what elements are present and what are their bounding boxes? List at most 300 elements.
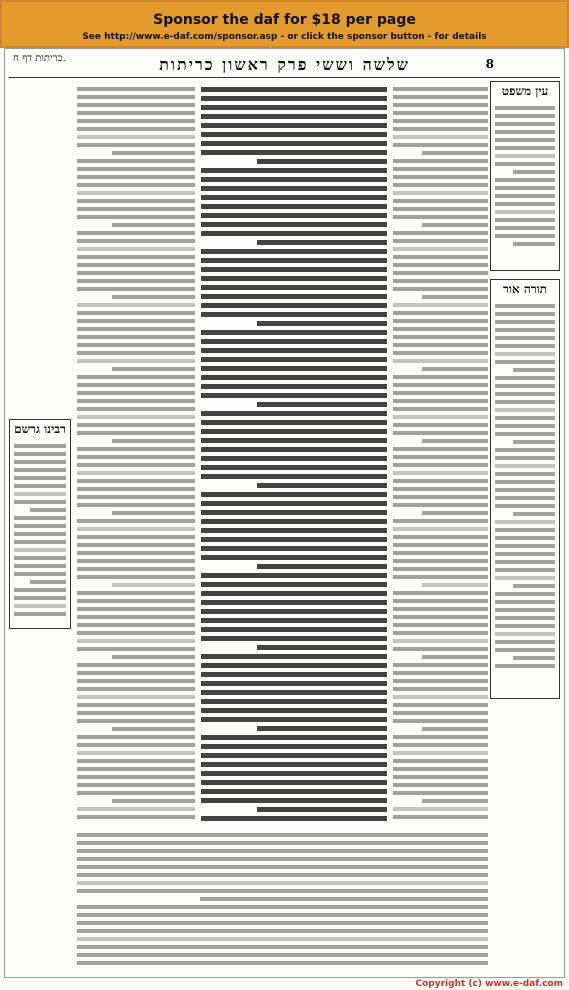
text-line bbox=[77, 575, 195, 579]
text-line bbox=[393, 327, 488, 331]
text-line bbox=[393, 663, 488, 667]
text-line bbox=[14, 532, 66, 536]
text-line bbox=[14, 524, 66, 528]
page-title: שלשה וששי פרק ראשון כריתות bbox=[159, 55, 410, 74]
text-line bbox=[393, 279, 488, 283]
text-line bbox=[14, 492, 66, 496]
text-line bbox=[14, 484, 66, 488]
text-line bbox=[495, 432, 555, 436]
text-line bbox=[393, 495, 488, 499]
text-line bbox=[393, 135, 488, 139]
text-line bbox=[77, 783, 195, 787]
text-line bbox=[257, 483, 387, 488]
text-line bbox=[14, 516, 66, 520]
text-line bbox=[393, 303, 488, 307]
text-line bbox=[77, 207, 195, 211]
text-line bbox=[495, 544, 555, 548]
text-line bbox=[112, 439, 195, 443]
page-number: 8 bbox=[485, 57, 494, 71]
right-box-text-2 bbox=[495, 300, 555, 694]
text-line bbox=[513, 656, 555, 660]
text-line bbox=[495, 616, 555, 620]
text-line bbox=[77, 263, 195, 267]
text-line bbox=[422, 583, 489, 587]
text-line bbox=[495, 186, 555, 190]
text-line bbox=[495, 416, 555, 420]
text-line bbox=[77, 447, 195, 451]
text-line bbox=[77, 663, 195, 667]
text-line bbox=[201, 456, 387, 461]
text-line bbox=[201, 186, 387, 191]
text-line bbox=[77, 95, 195, 99]
text-line bbox=[77, 889, 488, 893]
text-line bbox=[495, 504, 555, 508]
right-box-text bbox=[495, 102, 555, 266]
text-line bbox=[393, 87, 488, 91]
text-line bbox=[393, 255, 488, 259]
text-line bbox=[495, 464, 555, 468]
text-line bbox=[495, 376, 555, 380]
header-left: כריתות דף ח. bbox=[13, 53, 66, 64]
text-line bbox=[393, 207, 488, 211]
text-line bbox=[495, 130, 555, 134]
sponsor-banner[interactable] bbox=[0, 0, 569, 48]
text-line bbox=[495, 640, 555, 644]
text-line bbox=[77, 735, 195, 739]
text-line bbox=[201, 600, 387, 605]
text-line bbox=[112, 223, 195, 227]
header-rule bbox=[9, 77, 560, 78]
text-line bbox=[393, 551, 488, 555]
text-line bbox=[393, 95, 488, 99]
text-line bbox=[495, 114, 555, 118]
text-line bbox=[77, 279, 195, 283]
text-line bbox=[77, 759, 195, 763]
text-line bbox=[257, 726, 387, 731]
text-line bbox=[495, 226, 555, 230]
text-line bbox=[77, 527, 195, 531]
text-line bbox=[393, 447, 488, 451]
text-line bbox=[495, 146, 555, 150]
text-line bbox=[14, 596, 66, 600]
text-line bbox=[30, 580, 66, 584]
text-line bbox=[495, 664, 555, 668]
text-line bbox=[77, 103, 195, 107]
text-line bbox=[201, 195, 387, 200]
text-line bbox=[513, 584, 555, 588]
text-line bbox=[77, 271, 195, 275]
text-line bbox=[201, 699, 387, 704]
text-line bbox=[393, 535, 488, 539]
text-line bbox=[77, 391, 195, 395]
text-line bbox=[257, 240, 387, 245]
text-line bbox=[112, 799, 195, 803]
text-line bbox=[201, 411, 387, 416]
text-line bbox=[393, 647, 488, 651]
text-line bbox=[201, 87, 387, 92]
text-line bbox=[77, 375, 195, 379]
text-line bbox=[495, 360, 555, 364]
text-line bbox=[495, 552, 555, 556]
text-line bbox=[393, 167, 488, 171]
text-line bbox=[30, 508, 66, 512]
text-line bbox=[393, 375, 488, 379]
text-line bbox=[201, 348, 387, 353]
text-line bbox=[393, 751, 488, 755]
text-line bbox=[393, 503, 488, 507]
sponsor-title[interactable]: Sponsor the daf for $18 per page bbox=[153, 12, 416, 28]
text-line bbox=[201, 420, 387, 425]
text-line bbox=[77, 463, 195, 467]
text-line bbox=[513, 242, 555, 246]
text-line bbox=[393, 391, 488, 395]
text-line bbox=[495, 194, 555, 198]
text-line bbox=[393, 815, 488, 819]
text-line bbox=[495, 528, 555, 532]
text-line bbox=[393, 239, 488, 243]
text-line bbox=[112, 727, 195, 731]
text-line bbox=[77, 751, 195, 755]
text-line bbox=[393, 191, 488, 195]
text-line bbox=[201, 177, 387, 182]
text-line bbox=[495, 312, 555, 316]
text-line bbox=[495, 162, 555, 166]
text-line bbox=[112, 583, 195, 587]
text-line bbox=[77, 503, 195, 507]
text-line bbox=[393, 263, 488, 267]
text-line bbox=[201, 357, 387, 362]
text-line bbox=[77, 183, 195, 187]
text-line bbox=[201, 96, 387, 101]
text-line bbox=[513, 368, 555, 372]
text-line bbox=[201, 330, 387, 335]
text-line bbox=[495, 202, 555, 206]
text-line bbox=[393, 311, 488, 315]
text-line bbox=[14, 588, 66, 592]
text-line bbox=[201, 492, 387, 497]
text-line bbox=[77, 543, 195, 547]
text-line bbox=[495, 352, 555, 356]
text-line bbox=[14, 548, 66, 552]
text-line bbox=[201, 231, 387, 236]
text-line bbox=[201, 267, 387, 272]
text-line bbox=[393, 703, 488, 707]
text-line bbox=[201, 753, 387, 758]
text-line bbox=[77, 175, 195, 179]
text-line bbox=[77, 415, 195, 419]
text-line bbox=[14, 452, 66, 456]
text-line bbox=[393, 687, 488, 691]
text-line bbox=[201, 501, 387, 506]
right-margin-box-top bbox=[490, 81, 560, 271]
text-line bbox=[393, 247, 488, 251]
text-line bbox=[77, 239, 195, 243]
text-line bbox=[77, 639, 195, 643]
bottom-commentary bbox=[77, 829, 488, 969]
text-line bbox=[201, 816, 387, 821]
right-box-title-2: תורה אור bbox=[502, 282, 548, 296]
text-line bbox=[77, 287, 195, 291]
text-line bbox=[201, 303, 387, 308]
text-line bbox=[77, 865, 488, 869]
text-line bbox=[495, 218, 555, 222]
text-line bbox=[257, 321, 387, 326]
text-line bbox=[393, 567, 488, 571]
text-line bbox=[393, 599, 488, 603]
text-line bbox=[77, 719, 195, 723]
text-line bbox=[393, 463, 488, 467]
text-line bbox=[77, 929, 488, 933]
text-line bbox=[422, 799, 489, 803]
gemara-column bbox=[201, 83, 387, 823]
text-line bbox=[201, 105, 387, 110]
text-line bbox=[393, 359, 488, 363]
text-line bbox=[393, 111, 488, 115]
text-line bbox=[393, 711, 488, 715]
text-line bbox=[495, 122, 555, 126]
text-line bbox=[77, 833, 488, 837]
text-line bbox=[393, 471, 488, 475]
text-line bbox=[112, 367, 195, 371]
text-line bbox=[201, 474, 387, 479]
text-line bbox=[393, 159, 488, 163]
text-line bbox=[14, 476, 66, 480]
text-line bbox=[495, 178, 555, 182]
text-line bbox=[201, 204, 387, 209]
text-line bbox=[201, 762, 387, 767]
text-line bbox=[201, 213, 387, 218]
text-line bbox=[201, 582, 387, 587]
text-line bbox=[77, 703, 195, 707]
text-line bbox=[201, 519, 387, 524]
text-line bbox=[201, 528, 387, 533]
text-line bbox=[200, 897, 488, 901]
text-line bbox=[77, 711, 195, 715]
text-line bbox=[201, 294, 387, 299]
text-line bbox=[14, 444, 66, 448]
rashi-column bbox=[393, 83, 488, 823]
text-line bbox=[495, 624, 555, 628]
text-line bbox=[201, 141, 387, 146]
text-line bbox=[393, 455, 488, 459]
text-line bbox=[495, 392, 555, 396]
text-line bbox=[495, 456, 555, 460]
text-line bbox=[77, 407, 195, 411]
text-line bbox=[14, 500, 66, 504]
text-line bbox=[393, 807, 488, 811]
text-line bbox=[257, 807, 387, 812]
text-line bbox=[14, 468, 66, 472]
text-line bbox=[201, 609, 387, 614]
text-line bbox=[257, 159, 387, 164]
text-line bbox=[77, 961, 488, 965]
text-line bbox=[201, 132, 387, 137]
text-line bbox=[393, 319, 488, 323]
text-line bbox=[393, 487, 488, 491]
text-line bbox=[201, 690, 387, 695]
text-line bbox=[77, 159, 195, 163]
text-line bbox=[77, 111, 195, 115]
text-line bbox=[201, 681, 387, 686]
text-line bbox=[77, 913, 488, 917]
text-line bbox=[495, 234, 555, 238]
text-line bbox=[77, 519, 195, 523]
text-line bbox=[495, 480, 555, 484]
text-line bbox=[77, 335, 195, 339]
text-line bbox=[422, 223, 489, 227]
text-line bbox=[393, 287, 488, 291]
text-line bbox=[77, 143, 195, 147]
text-line bbox=[77, 623, 195, 627]
text-line bbox=[393, 103, 488, 107]
text-line bbox=[77, 135, 195, 139]
text-line bbox=[77, 127, 195, 131]
text-line bbox=[393, 415, 488, 419]
text-line bbox=[393, 519, 488, 523]
text-line bbox=[77, 647, 195, 651]
text-line bbox=[77, 815, 195, 819]
text-line bbox=[201, 780, 387, 785]
text-line bbox=[495, 344, 555, 348]
text-line bbox=[513, 170, 555, 174]
text-line bbox=[14, 572, 66, 576]
text-line bbox=[201, 618, 387, 623]
text-line bbox=[393, 783, 488, 787]
text-line bbox=[77, 119, 195, 123]
text-line bbox=[495, 384, 555, 388]
text-line bbox=[77, 255, 195, 259]
text-line bbox=[77, 399, 195, 403]
text-line bbox=[201, 447, 387, 452]
text-line bbox=[201, 312, 387, 317]
text-line bbox=[201, 573, 387, 578]
text-line bbox=[201, 429, 387, 434]
text-line bbox=[422, 295, 489, 299]
text-line bbox=[422, 655, 489, 659]
left-margin-box bbox=[9, 419, 71, 629]
text-line bbox=[14, 540, 66, 544]
text-line bbox=[495, 560, 555, 564]
text-line bbox=[393, 199, 488, 203]
text-line bbox=[77, 383, 195, 387]
text-line bbox=[77, 953, 488, 957]
text-line bbox=[77, 849, 488, 853]
text-line bbox=[393, 271, 488, 275]
text-line bbox=[495, 496, 555, 500]
text-line bbox=[77, 607, 195, 611]
text-line bbox=[201, 276, 387, 281]
text-line bbox=[393, 399, 488, 403]
text-line bbox=[513, 512, 555, 516]
text-line bbox=[393, 119, 488, 123]
text-line bbox=[77, 311, 195, 315]
text-line bbox=[77, 303, 195, 307]
text-line bbox=[393, 559, 488, 563]
text-line bbox=[77, 615, 195, 619]
text-line bbox=[77, 479, 195, 483]
text-line bbox=[77, 687, 195, 691]
text-line bbox=[201, 384, 387, 389]
text-line bbox=[77, 559, 195, 563]
text-line bbox=[393, 215, 488, 219]
text-line bbox=[14, 556, 66, 560]
text-line bbox=[201, 798, 387, 803]
text-line bbox=[77, 905, 488, 909]
text-line bbox=[393, 479, 488, 483]
text-line bbox=[112, 655, 195, 659]
text-line bbox=[77, 87, 195, 91]
text-line bbox=[393, 335, 488, 339]
text-line bbox=[393, 175, 488, 179]
text-line bbox=[393, 527, 488, 531]
text-line bbox=[495, 400, 555, 404]
text-line bbox=[201, 114, 387, 119]
text-line bbox=[14, 460, 66, 464]
text-line bbox=[201, 375, 387, 380]
text-line bbox=[201, 735, 387, 740]
text-line bbox=[393, 423, 488, 427]
text-line bbox=[495, 520, 555, 524]
text-line bbox=[495, 138, 555, 142]
text-line bbox=[495, 320, 555, 324]
text-line bbox=[495, 472, 555, 476]
text-line bbox=[77, 591, 195, 595]
text-line bbox=[393, 431, 488, 435]
text-line bbox=[422, 511, 489, 515]
text-line bbox=[393, 183, 488, 187]
text-line bbox=[393, 639, 488, 643]
text-line bbox=[495, 210, 555, 214]
text-line bbox=[495, 336, 555, 340]
text-line bbox=[495, 304, 555, 308]
sponsor-subtitle[interactable]: See http://www.e-daf.com/sponsor.asp - or click the sponsor button - for details bbox=[82, 32, 487, 42]
text-line bbox=[77, 937, 488, 941]
text-line bbox=[201, 168, 387, 173]
text-line bbox=[257, 564, 387, 569]
text-line bbox=[112, 151, 195, 155]
text-line bbox=[201, 717, 387, 722]
text-line bbox=[77, 431, 195, 435]
text-line bbox=[77, 359, 195, 363]
text-line bbox=[77, 471, 195, 475]
text-line bbox=[77, 679, 195, 683]
text-line bbox=[201, 123, 387, 128]
text-line bbox=[14, 564, 66, 568]
text-line bbox=[201, 393, 387, 398]
text-line bbox=[77, 767, 195, 771]
text-line bbox=[77, 791, 195, 795]
text-line bbox=[77, 873, 488, 877]
text-line bbox=[77, 535, 195, 539]
text-line bbox=[77, 215, 195, 219]
text-line bbox=[77, 551, 195, 555]
text-line bbox=[393, 615, 488, 619]
text-line bbox=[77, 841, 488, 845]
text-line bbox=[201, 744, 387, 749]
copyright-notice: Copyright (c) www.e-daf.com bbox=[415, 979, 563, 989]
text-line bbox=[77, 247, 195, 251]
text-line bbox=[77, 423, 195, 427]
text-line bbox=[77, 495, 195, 499]
text-line bbox=[77, 857, 488, 861]
text-line bbox=[201, 150, 387, 155]
text-line bbox=[393, 543, 488, 547]
text-line bbox=[495, 648, 555, 652]
text-line bbox=[495, 488, 555, 492]
text-line bbox=[14, 612, 66, 616]
text-line bbox=[422, 151, 489, 155]
text-line bbox=[495, 106, 555, 110]
